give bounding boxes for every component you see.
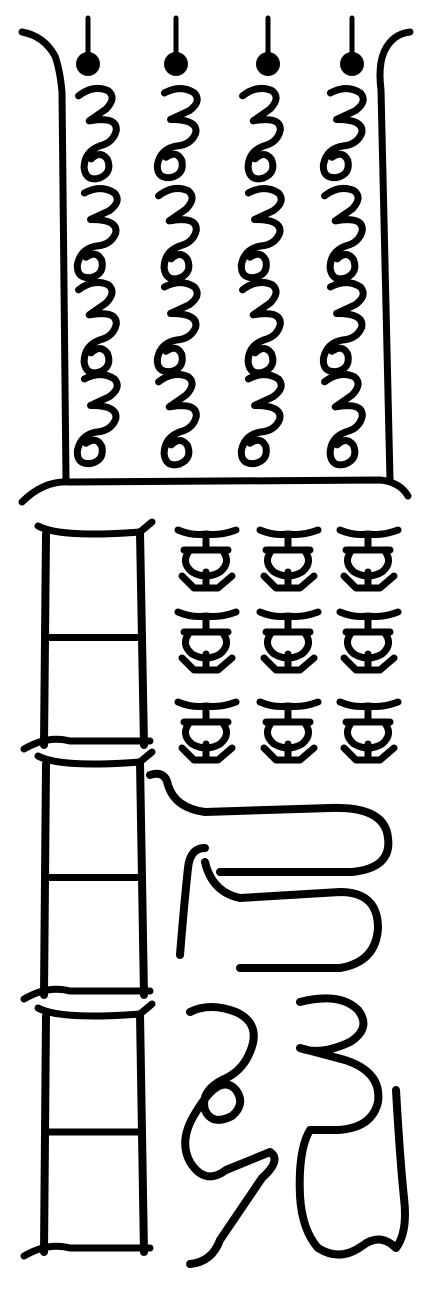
ladder-top-bar <box>38 522 152 534</box>
loop-glyph <box>241 373 283 465</box>
loop-glyph <box>77 187 119 279</box>
loop-glyph <box>77 373 119 465</box>
human-figure <box>260 530 318 588</box>
ladder-top-bar <box>38 1004 152 1016</box>
hanging-dot <box>164 52 188 76</box>
loop-glyph <box>240 87 285 180</box>
loop-glyph <box>240 281 285 374</box>
wave-glyph <box>150 774 388 968</box>
human-figure <box>340 702 398 760</box>
ladder-top-bar <box>38 752 152 764</box>
panel-frame-left <box>22 32 66 480</box>
loop-glyph <box>157 87 199 179</box>
top-panel <box>22 18 410 502</box>
wave-stroke-2 <box>180 848 205 955</box>
wave-stroke-3 <box>205 862 378 968</box>
lower-glyphs <box>185 998 405 1264</box>
hanging-dot <box>340 52 364 76</box>
loop-glyph <box>76 87 121 180</box>
loop-glyph <box>157 281 199 373</box>
loop-glyph <box>323 281 365 373</box>
lower-glyph-right <box>300 998 405 1254</box>
human-figure <box>340 612 398 670</box>
human-figure <box>178 702 236 760</box>
hanging-dot <box>76 52 100 76</box>
human-figure <box>178 612 236 670</box>
lower-glyph-left <box>185 1007 274 1264</box>
human-figure <box>260 702 318 760</box>
loop-glyph <box>156 187 201 280</box>
human-figure <box>340 530 398 588</box>
hanging-dot <box>256 52 280 76</box>
figure-group <box>178 530 398 760</box>
loop-glyph <box>323 87 365 179</box>
loop-glyph <box>322 187 367 280</box>
loop-glyph <box>76 281 121 374</box>
loop-glyph <box>241 187 283 279</box>
panel-frame-right <box>380 32 410 480</box>
loop-glyph <box>156 373 201 466</box>
human-figure <box>260 612 318 670</box>
human-figure <box>178 530 236 588</box>
panel-frame-bottom <box>22 480 408 502</box>
loop-glyph-grid <box>76 87 367 466</box>
loop-glyph <box>322 373 367 466</box>
ladder-stack <box>24 522 152 1256</box>
hanging-dots <box>76 18 364 76</box>
wave-stroke-1 <box>150 774 388 872</box>
